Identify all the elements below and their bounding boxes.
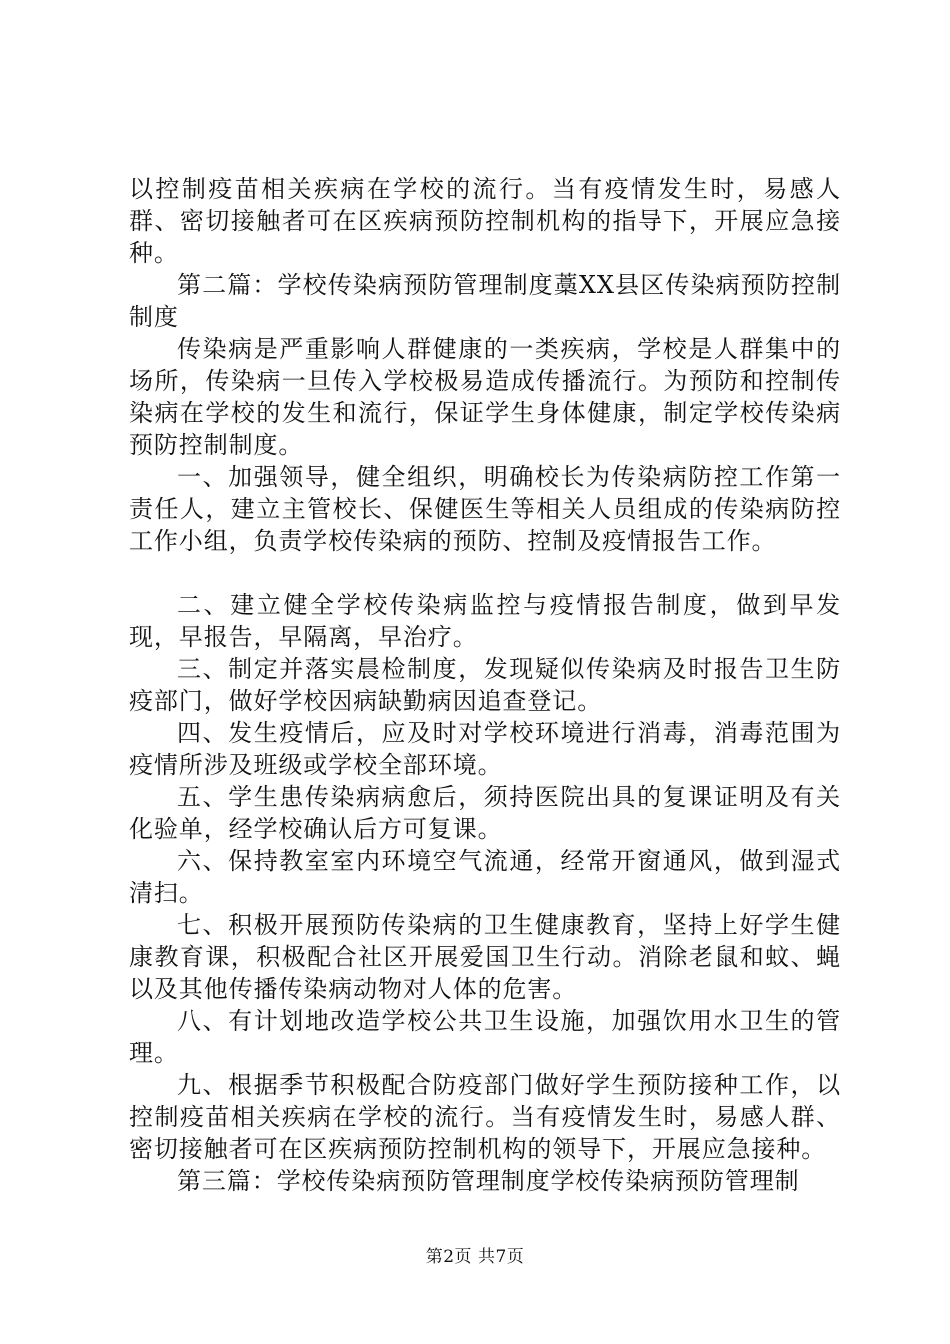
- paragraph-item-7: 七、积极开展预防传染病的卫生健康教育，坚持上好学生健康教育课，积极配合社区开展爱国卫生行动。消除老鼠和蚊、蝇以及其他传播传染病动物对人体的危害。: [129, 911, 841, 1003]
- paragraph-item-3: 三、制定并落实晨检制度，发现疑似传染病及时报告卫生防疫部门，做好学校因病缺勤病因追查登记。: [129, 655, 841, 715]
- paragraph-item-4: 四、发生疫情后，应及时对学校环境进行消毒，消毒范围为疫情所涉及班级或学校全部环境。: [129, 719, 841, 779]
- section-heading-2: 第二篇：学校传染病预防管理制度藁XX县区传染病预防控制制度: [129, 271, 841, 331]
- page-number: 第2页 共7页: [425, 1247, 525, 1267]
- paragraph-item-5: 五、学生患传染病病愈后，须持医院出具的复课证明及有关化验单，经学校确认后方可复课。: [129, 783, 841, 843]
- paragraph-item-8: 八、有计划地改造学校公共卫生设施，加强饮用水卫生的管理。: [129, 1007, 841, 1067]
- document-body: [129, 173, 841, 1197]
- paragraph-spacer: [129, 557, 841, 589]
- paragraph-item-1: 一、加强领导，健全组织，明确校长为传染病防控工作第一责任人，建立主管校长、保健医生等相关人员组成的传染病防控工作小组，负责学校传染病的预防、控制及疫情报告工作。: [129, 463, 841, 555]
- paragraph-item-2: 二、建立健全学校传染病监控与疫情报告制度，做到早发现，早报告，早隔离，早治疗。: [129, 591, 841, 651]
- paragraph-item-6: 六、保持教室室内环境空气流通，经常开窗通风，做到湿式清扫。: [129, 847, 841, 907]
- paragraph-continuation: 以控制疫苗相关疾病在学校的流行。当有疫情发生时，易感人群、密切接触者可在区疾病预防控制机构的指导下，开展应急接种。: [129, 175, 841, 267]
- paragraph-item-9: 九、根据季节积极配合防疫部门做好学生预防接种工作，以控制疫苗相关疾病在学校的流行。当有疫情发生时，易感人群、密切接触者可在区疾病预防控制机构的领导下，开展应急接种。: [129, 1071, 841, 1163]
- section-heading-3: 第三篇：学校传染病预防管理制度学校传染病预防管理制: [177, 1167, 800, 1195]
- paragraph-intro: 传染病是严重影响人群健康的一类疾病，学校是人群集中的场所，传染病一旦传入学校极易造成传播流行。为预防和控制传染病在学校的发生和流行，保证学生身体健康，制定学校传染病预防控制制度。: [129, 335, 841, 459]
